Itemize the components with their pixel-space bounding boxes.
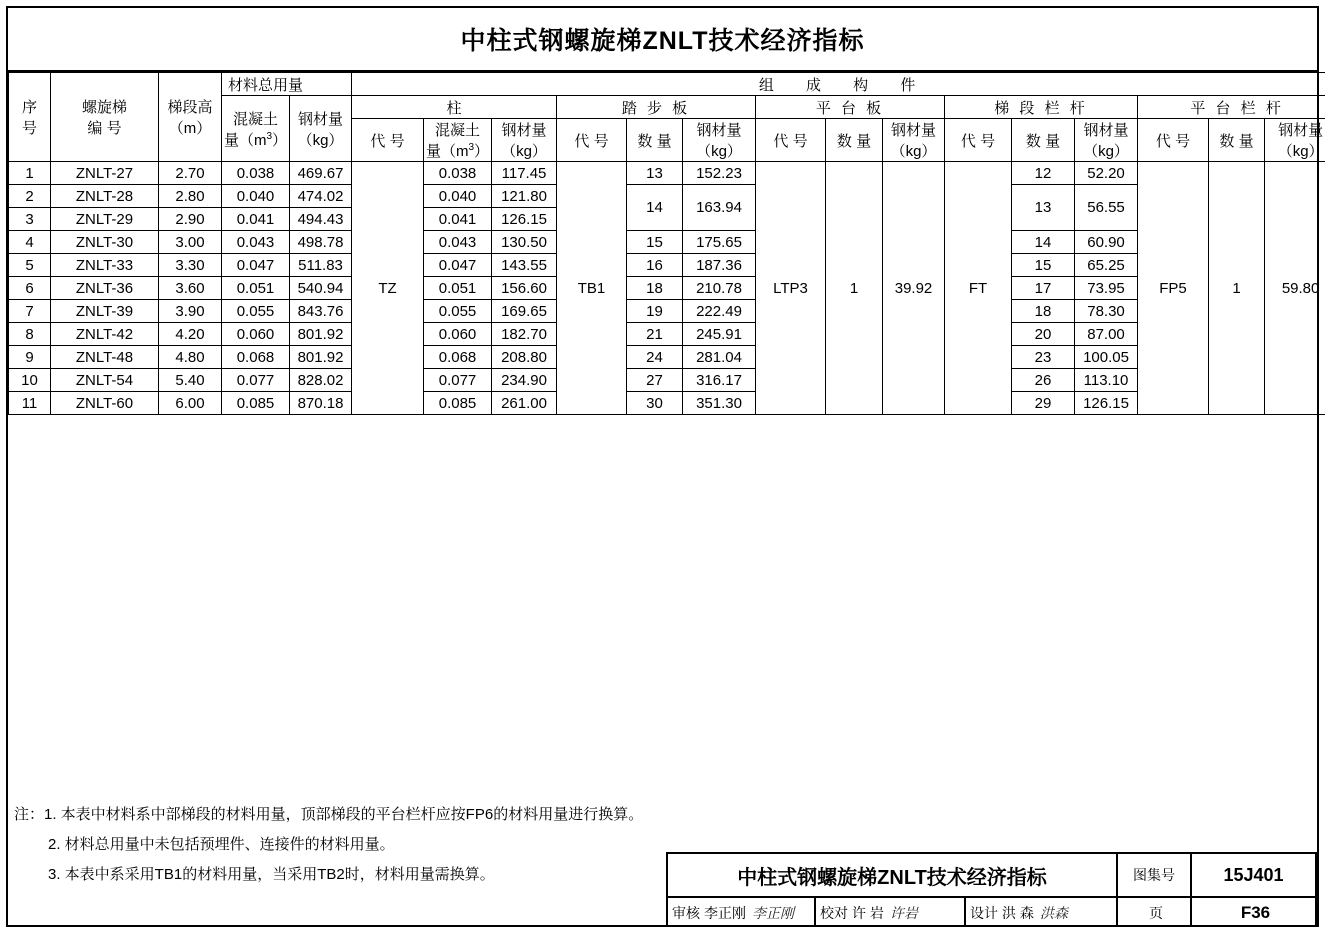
economic-indicator-table [8, 72, 1325, 415]
cell-plat-rail-steel: 59.80 [1265, 162, 1325, 415]
th-seq-line1: 序 [21, 99, 37, 116]
th-step-steel-line1: 钢材量 [696, 122, 742, 139]
design-name: 洪 森 [1002, 904, 1034, 921]
th-plat-rail-group: 平 台 栏 杆 [1138, 96, 1325, 119]
cell-col-concrete: 0.041 [424, 208, 492, 231]
cell-code: ZNLT-29 [51, 208, 159, 231]
th-seq-line2: 号 [21, 120, 37, 137]
cell-total-concrete: 0.085 [222, 392, 290, 415]
page-label: 页 [1118, 898, 1192, 927]
cell-code: ZNLT-48 [51, 346, 159, 369]
cell-col-steel: 208.80 [492, 346, 557, 369]
review-cell [668, 898, 816, 927]
cell-col-steel: 130.50 [492, 231, 557, 254]
cell-col-concrete: 0.043 [424, 231, 492, 254]
table-row [9, 369, 1325, 392]
cell-code: ZNLT-36 [51, 277, 159, 300]
cell-total-concrete: 0.077 [222, 369, 290, 392]
th-stair-rail-qty: 数 量 [1012, 119, 1075, 162]
cell-step-steel: 245.91 [683, 323, 756, 346]
cell-step-qty: 27 [627, 369, 683, 392]
cell-stair-rail-steel: 56.55 [1075, 185, 1138, 231]
cell-total-concrete: 0.040 [222, 185, 290, 208]
cell-col-steel: 261.00 [492, 392, 557, 415]
cell-col-steel: 121.80 [492, 185, 557, 208]
th-seq [9, 73, 51, 162]
th-platform-code: 代 号 [756, 119, 826, 162]
table-row [9, 346, 1325, 369]
cell-step-qty: 16 [627, 254, 683, 277]
cell-step-steel: 351.30 [683, 392, 756, 415]
th-code [51, 73, 159, 162]
cell-step-steel: 175.65 [683, 231, 756, 254]
notes-block [14, 800, 664, 890]
review-label: 审核 [672, 904, 700, 921]
cell-total-steel: 511.83 [290, 254, 352, 277]
cell-step-qty: 18 [627, 277, 683, 300]
cell-stair-rail-qty: 15 [1012, 254, 1075, 277]
th-plat-rail-steel-line2: （kg） [1277, 143, 1324, 160]
cell-seq: 10 [9, 369, 51, 392]
check-name: 许 岩 [852, 904, 884, 921]
cell-seq: 9 [9, 346, 51, 369]
atlas-number-label: 图集号 [1118, 854, 1192, 896]
th-height-line1: 梯段高 [167, 99, 213, 116]
cell-seq: 8 [9, 323, 51, 346]
cell-total-concrete: 0.068 [222, 346, 290, 369]
th-code-line2: 编 号 [87, 120, 122, 137]
cell-height: 3.90 [159, 300, 222, 323]
cell-seq: 6 [9, 277, 51, 300]
th-stair-rail-steel-line1: 钢材量 [1083, 122, 1129, 139]
th-total-steel [290, 96, 352, 162]
cell-total-concrete: 0.041 [222, 208, 290, 231]
th-plat-rail-steel-line1: 钢材量 [1278, 122, 1324, 139]
th-column-group: 柱 [352, 96, 557, 119]
table-header-row-1 [9, 73, 1325, 96]
cell-code: ZNLT-33 [51, 254, 159, 277]
th-plat-rail-qty: 数 量 [1209, 119, 1265, 162]
cell-height: 3.00 [159, 231, 222, 254]
cell-plat-rail-code: FP5 [1138, 162, 1209, 415]
th-components: 组 成 构 件 [352, 73, 1325, 96]
cell-height: 2.80 [159, 185, 222, 208]
cell-height: 2.90 [159, 208, 222, 231]
cell-height: 4.80 [159, 346, 222, 369]
cell-total-concrete: 0.043 [222, 231, 290, 254]
cell-total-steel: 801.92 [290, 323, 352, 346]
note-line-1: 注：1. 本表中材料系中部梯段的材料用量，顶部梯段的平台栏杆应按FP6的材料用量进行换算。 [14, 806, 644, 823]
cell-height: 5.40 [159, 369, 222, 392]
th-step-steel [683, 119, 756, 162]
review-name: 李正刚 [704, 904, 746, 921]
cell-seq: 1 [9, 162, 51, 185]
cell-seq: 7 [9, 300, 51, 323]
th-col-code: 代 号 [352, 119, 424, 162]
table-row [9, 392, 1325, 415]
cell-stair-rail-qty: 12 [1012, 162, 1075, 185]
cell-stair-rail-qty: 20 [1012, 323, 1075, 346]
th-platform-steel [883, 119, 945, 162]
page-title: 中柱式钢螺旋梯ZNLT技术经济指标 [460, 27, 865, 55]
cell-total-concrete: 0.038 [222, 162, 290, 185]
th-stair-rail-steel [1075, 119, 1138, 162]
cell-total-steel: 843.76 [290, 300, 352, 323]
cell-step-steel: 222.49 [683, 300, 756, 323]
cell-total-steel: 498.78 [290, 231, 352, 254]
table-row [9, 300, 1325, 323]
th-total-steel-line2: （kg） [297, 131, 344, 149]
th-step-code: 代 号 [557, 119, 627, 162]
cell-step-qty: 24 [627, 346, 683, 369]
page-value: F36 [1240, 902, 1271, 922]
cell-stair-rail-qty: 29 [1012, 392, 1075, 415]
cell-col-concrete: 0.040 [424, 185, 492, 208]
th-step-steel-line2: （kg） [696, 143, 742, 160]
cell-plat-rail-qty: 1 [1209, 162, 1265, 415]
cell-stair-rail-steel: 73.95 [1075, 277, 1138, 300]
th-height [159, 73, 222, 162]
th-col-steel [492, 119, 557, 162]
cell-platform-qty: 1 [826, 162, 883, 415]
cell-stair-rail-qty: 17 [1012, 277, 1075, 300]
cell-col-concrete: 0.047 [424, 254, 492, 277]
th-col-concrete-line1: 混凝土 [435, 122, 481, 139]
cell-seq: 3 [9, 208, 51, 231]
cell-height: 3.30 [159, 254, 222, 277]
cell-col-steel: 117.45 [492, 162, 557, 185]
table-row [9, 231, 1325, 254]
cell-step-steel: 163.94 [683, 185, 756, 231]
cell-platform-code: LTP3 [756, 162, 826, 415]
th-platform-steel-line1: 钢材量 [891, 122, 937, 139]
cell-stair-rail-qty: 14 [1012, 231, 1075, 254]
cell-platform-steel: 39.92 [883, 162, 945, 415]
cell-stair-rail-steel: 60.90 [1075, 231, 1138, 254]
title-block-name: 中柱式钢螺旋梯ZNLT技术经济指标 [668, 854, 1118, 896]
cell-col-steel: 143.55 [492, 254, 557, 277]
th-stair-rail-group: 梯 段 栏 杆 [945, 96, 1138, 119]
cell-seq: 2 [9, 185, 51, 208]
note-line-3: 3. 本表中系采用TB1的材料用量，当采用TB2时，材料用量需换算。 [48, 866, 495, 883]
th-platform-steel-line2: （kg） [890, 143, 937, 160]
th-plat-rail-code: 代 号 [1138, 119, 1209, 162]
th-total-concrete [222, 96, 290, 162]
title-block [666, 852, 1317, 927]
cell-stair-rail-qty: 18 [1012, 300, 1075, 323]
cell-seq: 4 [9, 231, 51, 254]
cell-step-qty: 21 [627, 323, 683, 346]
th-height-line2: （m） [168, 120, 212, 137]
cell-step-code: TB1 [557, 162, 627, 415]
title-block-row-2 [668, 898, 1315, 927]
cell-code: ZNLT-54 [51, 369, 159, 392]
cell-stair-rail-steel: 100.05 [1075, 346, 1138, 369]
design-cell [966, 898, 1118, 927]
cell-total-steel: 494.43 [290, 208, 352, 231]
cell-step-qty: 13 [627, 162, 683, 185]
check-label: 校对 [820, 904, 848, 921]
note-line-2: 2. 材料总用量中未包括预埋件、连接件的材料用量。 [48, 836, 395, 853]
th-total-steel-line1: 钢材量 [298, 110, 344, 128]
title-block-row-1 [668, 854, 1315, 898]
cell-height: 2.70 [159, 162, 222, 185]
cell-total-steel: 801.92 [290, 346, 352, 369]
cell-col-steel: 169.65 [492, 300, 557, 323]
cell-stair-rail-steel: 78.30 [1075, 300, 1138, 323]
table-row [9, 323, 1325, 346]
table-row [9, 185, 1325, 208]
cell-stair-rail-steel: 52.20 [1075, 162, 1138, 185]
cell-col-concrete: 0.051 [424, 277, 492, 300]
cell-col-concrete: 0.068 [424, 346, 492, 369]
cell-total-steel: 474.02 [290, 185, 352, 208]
cell-total-steel: 828.02 [290, 369, 352, 392]
cell-seq: 5 [9, 254, 51, 277]
cell-step-steel: 210.78 [683, 277, 756, 300]
review-signature: 李正刚 [752, 906, 794, 922]
cell-total-concrete: 0.047 [222, 254, 290, 277]
cell-col-code: TZ [352, 162, 424, 415]
th-col-concrete-line2: 量$(m^3)$ [425, 142, 490, 160]
cell-code: ZNLT-28 [51, 185, 159, 208]
cell-col-steel: 156.60 [492, 277, 557, 300]
th-stair-rail-steel-line2: （kg） [1083, 143, 1129, 160]
th-step-qty: 数 量 [627, 119, 683, 162]
cell-height: 4.20 [159, 323, 222, 346]
cell-seq: 11 [9, 392, 51, 415]
cell-step-qty: 15 [627, 231, 683, 254]
th-platform-qty: 数 量 [826, 119, 883, 162]
cell-col-concrete: 0.055 [424, 300, 492, 323]
atlas-number-value: 15J401 [1223, 864, 1284, 885]
design-signature: 洪森 [1039, 906, 1068, 922]
table-row [9, 277, 1325, 300]
table-row [9, 254, 1325, 277]
page-title-bar [8, 8, 1317, 72]
cell-code: ZNLT-60 [51, 392, 159, 415]
cell-col-concrete: 0.038 [424, 162, 492, 185]
th-col-steel-line2: （kg） [501, 143, 547, 160]
th-col-steel-line1: 钢材量 [501, 122, 547, 139]
th-platform-group: 平 台 板 [756, 96, 945, 119]
th-plat-rail-steel [1265, 119, 1325, 162]
cell-step-qty: 30 [627, 392, 683, 415]
cell-col-concrete: 0.060 [424, 323, 492, 346]
cell-code: ZNLT-39 [51, 300, 159, 323]
cell-step-qty: 14 [627, 185, 683, 231]
cell-step-steel: 316.17 [683, 369, 756, 392]
cell-stair-rail-code: FT [945, 162, 1012, 415]
cell-height: 3.60 [159, 277, 222, 300]
th-code-line1: 螺旋梯 [81, 99, 127, 116]
cell-col-steel: 126.15 [492, 208, 557, 231]
cell-stair-rail-qty: 13 [1012, 185, 1075, 231]
cell-code: ZNLT-42 [51, 323, 159, 346]
cell-stair-rail-steel: 126.15 [1075, 392, 1138, 415]
cell-total-steel: 469.67 [290, 162, 352, 185]
cell-height: 6.00 [159, 392, 222, 415]
cell-stair-rail-qty: 26 [1012, 369, 1075, 392]
cell-total-steel: 540.94 [290, 277, 352, 300]
cell-stair-rail-steel: 65.25 [1075, 254, 1138, 277]
cell-stair-rail-qty: 23 [1012, 346, 1075, 369]
th-total-material: 材料总用量 [222, 73, 352, 96]
cell-stair-rail-steel: 87.00 [1075, 323, 1138, 346]
cell-total-steel: 870.18 [290, 392, 352, 415]
th-total-concrete-line1: 混凝土 [232, 110, 278, 128]
cell-stair-rail-steel: 113.10 [1075, 369, 1138, 392]
cell-total-concrete: 0.055 [222, 300, 290, 323]
cell-step-qty: 19 [627, 300, 683, 323]
cell-step-steel: 281.04 [683, 346, 756, 369]
cell-total-concrete: 0.060 [222, 323, 290, 346]
cell-col-concrete: 0.085 [424, 392, 492, 415]
cell-col-concrete: 0.077 [424, 369, 492, 392]
cell-code: ZNLT-30 [51, 231, 159, 254]
th-stair-rail-code: 代 号 [945, 119, 1012, 162]
cell-step-steel: 152.23 [683, 162, 756, 185]
cell-code: ZNLT-27 [51, 162, 159, 185]
th-step-group: 踏 步 板 [557, 96, 756, 119]
design-label: 设计 [970, 904, 998, 921]
table-row [9, 162, 1325, 185]
cell-total-concrete: 0.051 [222, 277, 290, 300]
check-signature: 许岩 [889, 906, 918, 922]
th-total-concrete-line2: 量$(m^3)$ [223, 130, 288, 149]
check-cell [816, 898, 966, 927]
cell-step-steel: 187.36 [683, 254, 756, 277]
cell-col-steel: 182.70 [492, 323, 557, 346]
th-col-concrete [424, 119, 492, 162]
cell-col-steel: 234.90 [492, 369, 557, 392]
